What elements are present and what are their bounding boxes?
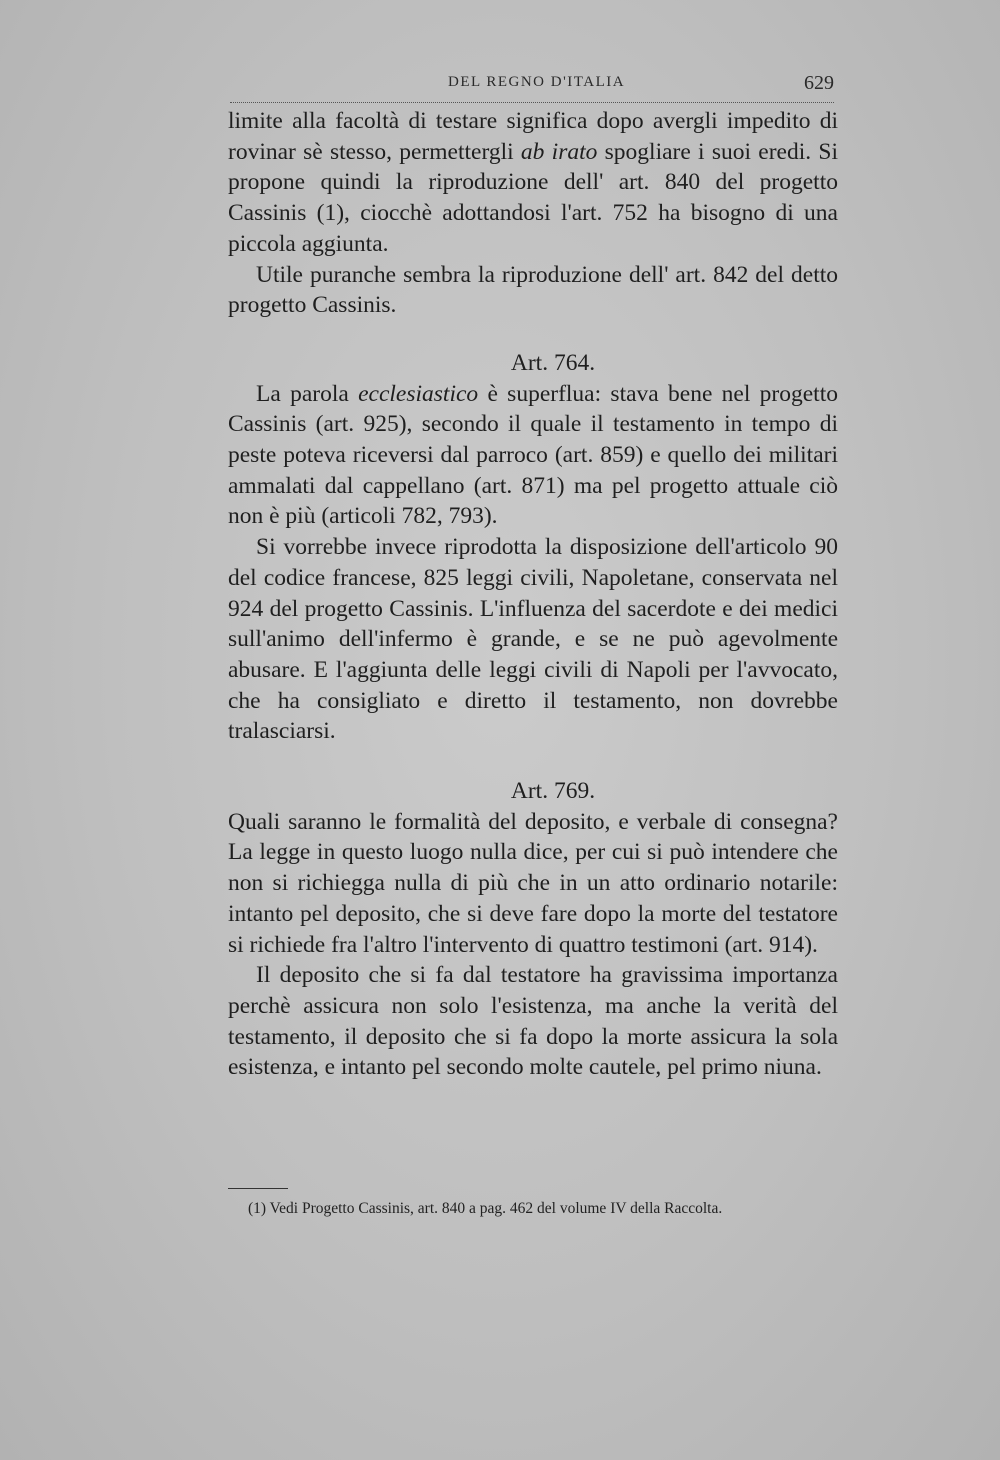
paragraph-1 xyxy=(228,106,838,260)
paragraph-1-italic: ab irato xyxy=(520,138,598,165)
footnote: (1) Vedi Progetto Cassinis, art. 840 a pag. 462 del volume IV della Raccolta. xyxy=(248,1200,723,1217)
paragraph-2: Utile puranche sembra la riproduzione dell' art. 842 del detto progetto Cassinis. xyxy=(228,261,838,319)
main-text xyxy=(228,106,838,1083)
paragraph-6: Il deposito che si fa dal testatore ha gravissima importanza perchè assicura non solo l'esistenza, ma anche la verità del testamento, il deposito che si fa dopo la morte assicura la sola esistenza, e intanto pel secondo molte cautele, pel primo niuna. xyxy=(228,962,838,1081)
article-heading-769: Art. 769. xyxy=(510,778,596,805)
paragraph-4: Si vorrebbe invece riprodotta la disposizione dell'articolo 90 del codice francese, 825 leggi civili, Napoletane, conservata nel 924 del progetto Cassinis. L'influenza del sacerdote e dei medici sull'animo dell'infermo è grande, e se ne può agevolmente abusare. E l'aggiunta delle leggi civili di Napoli per l'avvocato, che ha consigliato e diretto il testamento, non dovrebbe tralasciarsi. xyxy=(228,534,838,745)
paragraph-1-part-b: spogliare i suoi eredi. Si propone quindi la riproduzione dell' art. 840 del progetto Cassinis (1), ciocchè adottandosi l'art. 752 ha bisogno di una piccola aggiunta. xyxy=(228,138,838,257)
paragraph-5: Quali saranno le formalità del deposito, e verbale di consegna? La legge in questo luogo nulla dice, per cui si può intendere che non si richiegga nulla di più che in un atto ordinario notarile: intanto pel deposito, che si deve fare dopo la morte del testatore si richiede fra l'altro l'intervento di quattro testimoni (art. 914). xyxy=(228,808,838,958)
running-title: DEL REGNO D'ITALIA xyxy=(448,74,626,90)
paragraph-1-part-a: limite alla facoltà di testare significa dopo avergli impedito di rovinar sè stesso, permettergli xyxy=(228,108,838,165)
paragraph-3-part-b: è superflua: stava bene nel progetto Cassinis (art. 925), secondo il quale il testamento in tempo di peste poteva riceversi dal parroco (art. 859) e quello dei militari ammalati dal cappellano (art. 871) ma pel progetto attuale ciò non è più (articoli 782, 793). xyxy=(228,380,838,530)
footnote-rule xyxy=(228,1188,288,1189)
paragraph-3-italic: ecclesiastico xyxy=(358,380,479,407)
paragraph-3 xyxy=(228,379,838,533)
paragraph-3-part-a: La parola xyxy=(256,380,359,407)
running-head xyxy=(230,72,834,103)
article-heading-764: Art. 764. xyxy=(510,349,596,376)
page-number: 629 xyxy=(804,72,834,94)
